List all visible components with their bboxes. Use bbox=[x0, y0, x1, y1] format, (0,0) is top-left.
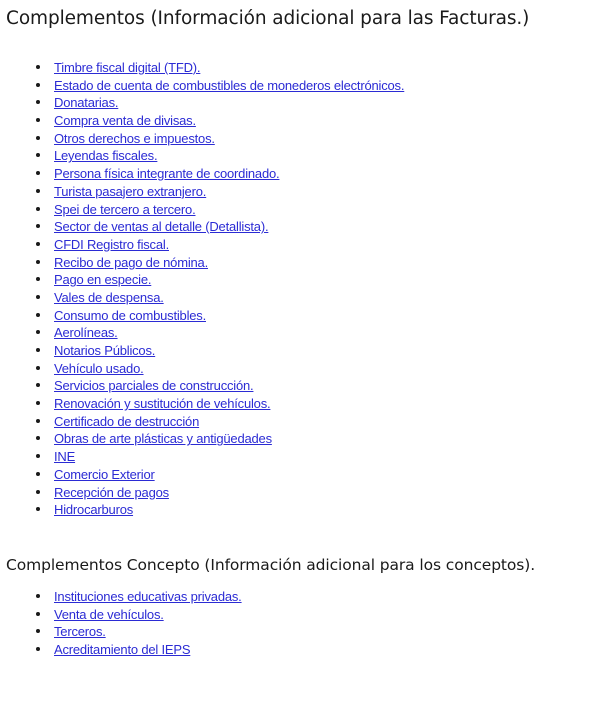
list-item bbox=[0, 465, 404, 483]
list-item bbox=[0, 129, 404, 147]
complement-link[interactable]: Hidrocarburos bbox=[54, 502, 134, 518]
complementos-heading: Complementos (Información adicional para las Facturas.) bbox=[6, 8, 530, 29]
list-item bbox=[0, 412, 404, 430]
list-item bbox=[0, 376, 404, 394]
complement-link[interactable]: Servicios parciales de construcción. bbox=[54, 378, 254, 394]
list-item bbox=[0, 270, 404, 288]
complement-link[interactable]: Donatarias. bbox=[54, 95, 119, 111]
complementos-concepto-heading: Complementos Concepto (Información adicional para los conceptos). bbox=[6, 556, 536, 574]
list-item bbox=[0, 76, 404, 94]
list-item bbox=[0, 622, 242, 640]
list-item bbox=[0, 640, 242, 658]
complement-link[interactable]: Acreditamiento del IEPS bbox=[54, 642, 191, 658]
complement-link[interactable]: Terceros. bbox=[54, 624, 106, 640]
complement-link[interactable]: Leyendas fiscales. bbox=[54, 148, 158, 164]
complement-link[interactable]: Venta de vehículos. bbox=[54, 606, 164, 622]
complement-link[interactable]: Vales de despensa. bbox=[54, 289, 164, 305]
complement-link[interactable]: Notarios Públicos. bbox=[54, 343, 156, 358]
complement-link[interactable]: Aerolíneas. bbox=[54, 325, 118, 341]
list-item bbox=[0, 500, 404, 518]
complement-link[interactable]: Consumo de combustibles. bbox=[54, 307, 206, 323]
complement-link[interactable]: Comercio Exterior bbox=[54, 466, 155, 482]
list-item bbox=[0, 306, 404, 324]
list-item bbox=[0, 323, 404, 341]
list-item bbox=[0, 235, 404, 253]
complement-link[interactable]: Renovación y sustitución de vehículos. bbox=[54, 396, 271, 412]
list-item bbox=[0, 253, 404, 271]
list-item bbox=[0, 359, 404, 377]
complement-link[interactable]: Compra venta de divisas. bbox=[54, 113, 196, 129]
list-item bbox=[0, 217, 404, 235]
complement-link[interactable]: Vehículo usado. bbox=[54, 360, 144, 376]
list-item bbox=[0, 111, 404, 129]
list-item bbox=[0, 182, 404, 200]
complement-link[interactable]: Instituciones educativas privadas. bbox=[54, 589, 242, 604]
complement-link[interactable]: Certificado de destrucción bbox=[54, 413, 200, 429]
list-item bbox=[0, 200, 404, 218]
complement-link[interactable]: INE bbox=[54, 449, 76, 465]
list-item bbox=[0, 587, 242, 605]
complementos-concepto-list bbox=[0, 587, 242, 658]
list-item bbox=[0, 429, 404, 447]
list-item bbox=[0, 394, 404, 412]
list-item bbox=[0, 605, 242, 623]
complement-link[interactable]: Recibo de pago de nómina. bbox=[54, 254, 209, 270]
list-item bbox=[0, 146, 404, 164]
list-item bbox=[0, 288, 404, 306]
complement-link[interactable]: Recepción de pagos bbox=[54, 484, 169, 500]
complementos-list bbox=[0, 58, 404, 518]
complement-link[interactable]: CFDI Registro fiscal. bbox=[54, 236, 169, 252]
complement-link[interactable]: Spei de tercero a tercero. bbox=[54, 201, 196, 217]
list-item bbox=[0, 58, 404, 76]
complement-link[interactable]: Sector de ventas al detalle (Detallista). bbox=[54, 219, 269, 235]
complement-link[interactable]: Persona física integrante de coordinado. bbox=[54, 166, 280, 182]
list-item bbox=[0, 93, 404, 111]
list-item bbox=[0, 447, 404, 465]
complement-link[interactable]: Turista pasajero extranjero. bbox=[54, 183, 207, 199]
complement-link[interactable]: Otros derechos e impuestos. bbox=[54, 130, 215, 146]
complement-link[interactable]: Pago en especie. bbox=[54, 272, 152, 288]
list-item bbox=[0, 341, 404, 359]
list-item bbox=[0, 483, 404, 501]
complement-link[interactable]: Timbre fiscal digital (TFD). bbox=[54, 60, 201, 75]
complement-link[interactable]: Estado de cuenta de combustibles de monederos electrónicos. bbox=[54, 77, 405, 93]
list-item bbox=[0, 164, 404, 182]
complement-link[interactable]: Obras de arte plásticas y antigüedades bbox=[54, 431, 272, 447]
